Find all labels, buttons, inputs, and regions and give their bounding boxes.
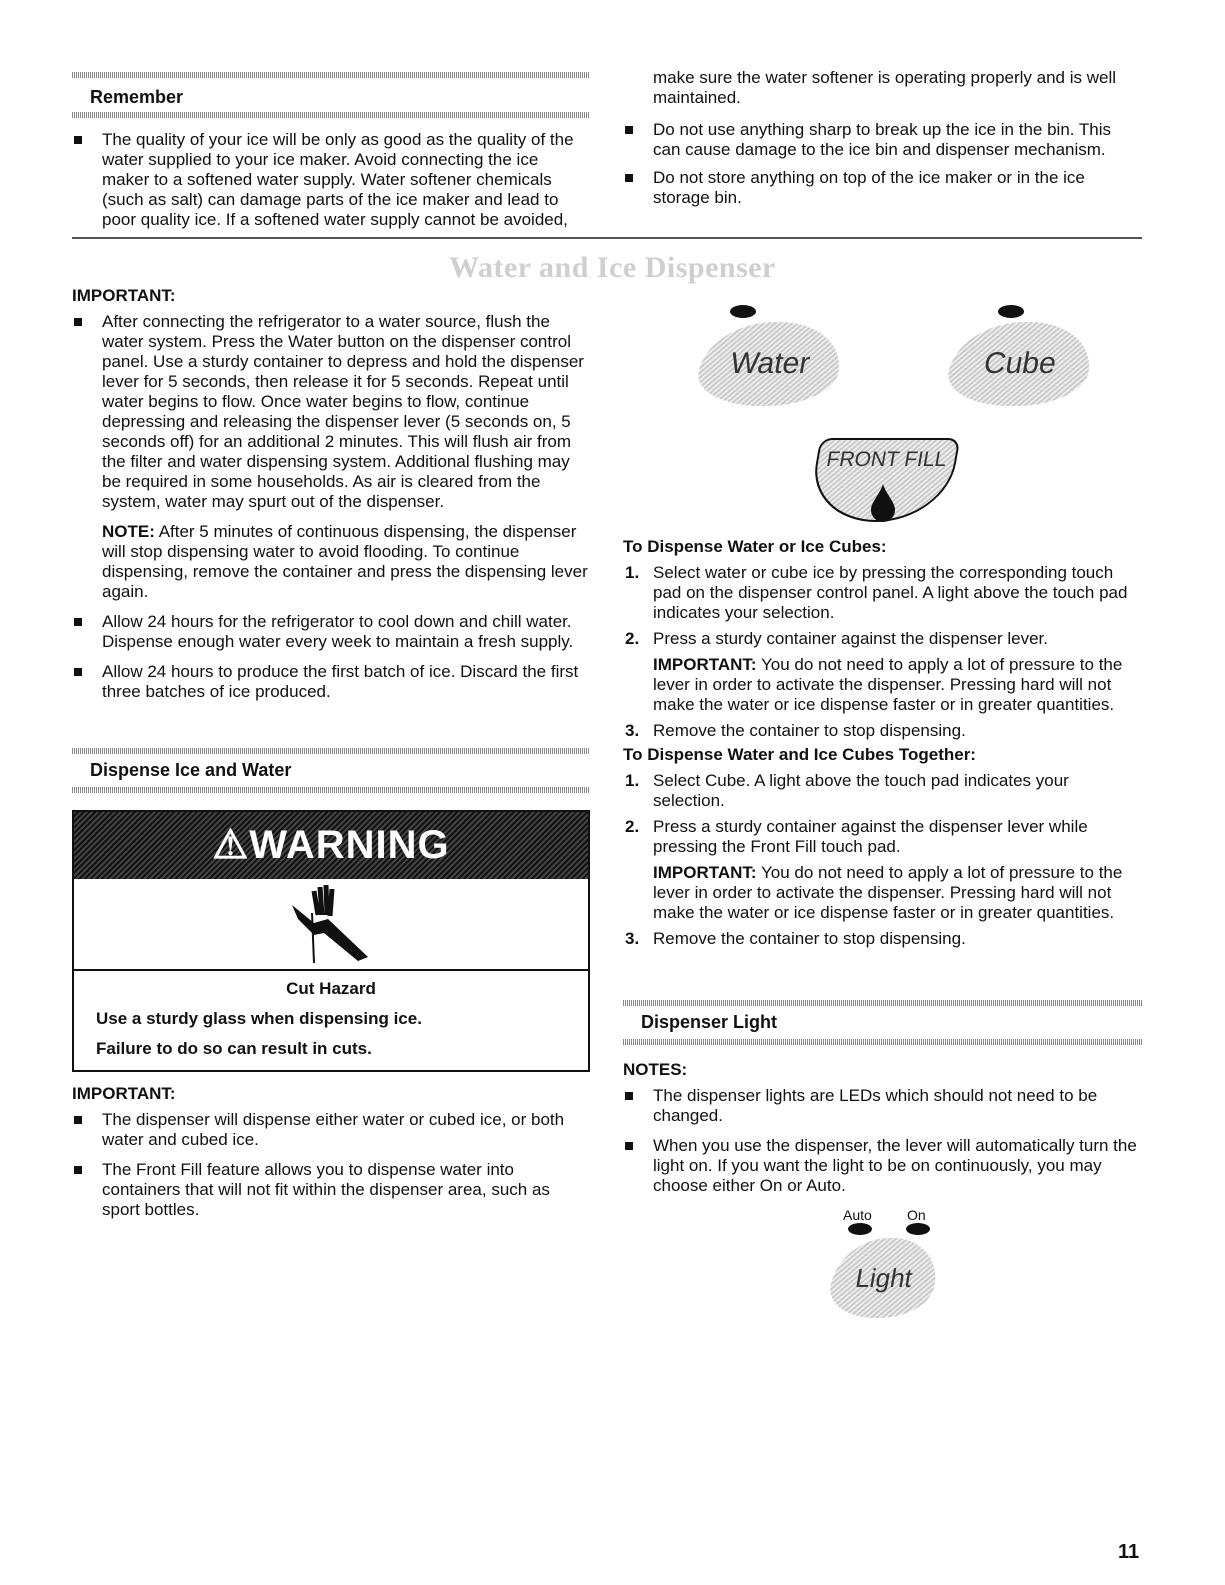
list-item: 1. Select Cube. A light above the touch pad indicates your selection. xyxy=(625,771,1069,810)
warning-triangle-icon: ⚠ xyxy=(212,823,250,867)
important-note: IMPORTANT: You do not need to apply a lot of pressure to the lever in order to activate the dispenser. Pressing hard will not make the water or ice dispense faster or in greater quantities. xyxy=(653,655,1123,714)
notes-block xyxy=(623,1060,1143,1196)
list-item: 3. Remove the container to stop dispensing. xyxy=(625,721,966,740)
remember-box xyxy=(72,72,590,230)
warning-line: Use a sturdy glass when dispensing ice. xyxy=(96,1009,422,1028)
on-led-icon xyxy=(906,1223,930,1235)
hazard-symbol-area xyxy=(74,879,588,971)
list-item: Allow 24 hours to produce the first batch of ice. Discard the first three batches of ice produced. xyxy=(72,662,592,702)
list-item: After connecting the refrigerator to a water source, flush the water system. Press the Water button on the dispenser control panel. Use a sturdy container to depress and hold the dispenser lever for 5 seconds, then release it for 5 seconds. Repeat until water begins to flow. Once water begins to flow, continue depressing and releasing the dispenser lever (5 seconds on, 5 seconds off) for an additional 2 minutes. This will flush air from the filter and water dispensing system. Additional flushing may be required in some households. As air is cleared from the system, water may spurt out of the dispenser. xyxy=(72,312,592,512)
dispense-subhead-box xyxy=(72,748,590,793)
auto-led-icon xyxy=(848,1223,872,1235)
list-item: When you use the dispenser, the lever will automatically turn the light on. If you want the light to be on continuously, you may choose either On or Auto. xyxy=(623,1136,1143,1196)
list-item: 2. Press a sturdy container against the dispenser lever. xyxy=(625,629,1048,648)
cube-led-icon xyxy=(998,305,1024,318)
list-item: Do not use anything sharp to break up the ice in the bin. This can cause damage to the ice bin and dispenser mechanism. xyxy=(623,120,1143,160)
divider xyxy=(72,787,590,793)
right-column xyxy=(623,537,1143,949)
warning-header: ⚠WARNING xyxy=(74,812,588,879)
bullet-icon xyxy=(74,136,82,144)
notes-label: NOTES: xyxy=(623,1060,688,1079)
important-label: IMPORTANT: xyxy=(72,1084,176,1103)
page-number: 11 xyxy=(1118,1541,1140,1563)
section-title: Water and Ice Dispenser xyxy=(449,251,776,284)
bullet-icon xyxy=(74,668,82,676)
left-column xyxy=(72,286,592,702)
bullet-icon xyxy=(74,1166,82,1174)
list-item: 3. Remove the container to stop dispensing. xyxy=(625,929,966,948)
paragraph: make sure the water softener is operating properly and is well maintained. xyxy=(653,68,1117,107)
list-item: The dispenser will dispense either water or cubed ice, or both water and cubed ice. xyxy=(72,1110,592,1150)
bullet-icon xyxy=(74,318,82,326)
list-item: Allow 24 hours for the refrigerator to cool down and chill water. Dispense enough water every week to maintain a fresh supply. xyxy=(72,612,592,652)
cut-hazard-icon xyxy=(284,885,374,965)
list-item: The quality of your ice will be only as good as the quality of the water supplied to your ice maker. Avoid connecting the ice maker to a softened water supply. Water softener chemicals (such as salt) can damage parts of the ice maker and lead to poor quality ice. If a softened water supply cannot be avoided, xyxy=(72,130,590,230)
cube-pad-button[interactable]: Cube xyxy=(943,322,1098,406)
bullet-icon xyxy=(74,618,82,626)
list-item: 1. Select water or cube ice by pressing the corresponding touch pad on the dispenser control panel. A light above the touch pad indicates your selection. xyxy=(625,563,1128,622)
warning-box xyxy=(72,810,590,1072)
front-fill-pad-button[interactable]: FRONT FILL xyxy=(806,438,961,522)
remember-continued xyxy=(623,68,1143,208)
divider xyxy=(72,112,590,118)
water-led-icon xyxy=(730,305,756,318)
section-rule xyxy=(72,237,1142,239)
list-item: 2. Press a sturdy container against the dispenser lever while pressing the Front Fill touch pad. xyxy=(625,817,1088,856)
important-note: IMPORTANT: You do not need to apply a lot of pressure to the lever in order to activate the dispenser. Pressing hard will not make the water or ice dispense faster or in greater quantities. xyxy=(653,863,1123,922)
warning-line: Failure to do so can result in cuts. xyxy=(96,1039,372,1058)
on-label: On xyxy=(907,1207,926,1223)
list-item: The dispenser lights are LEDs which should not need to be changed. xyxy=(623,1086,1143,1126)
dispenser-light-subhead-box xyxy=(623,1000,1143,1045)
hazard-title: Cut Hazard xyxy=(286,979,376,998)
note: NOTE: After 5 minutes of continuous dispensing, the dispenser will stop dispensing water to avoid flooding. To continue dispensing, remove the container and press the dispensing lever again. xyxy=(102,522,588,601)
note-label: NOTE: xyxy=(102,522,155,541)
bullet-icon xyxy=(74,1116,82,1124)
light-pad-button[interactable]: Light xyxy=(825,1238,943,1318)
subhead: Dispenser Light xyxy=(641,1012,778,1032)
water-drop-icon xyxy=(870,482,896,522)
instructions-heading: To Dispense Water or Ice Cubes: xyxy=(623,537,887,556)
subhead: Dispense Ice and Water xyxy=(90,760,292,780)
bullet-icon xyxy=(625,1092,633,1100)
left-column-bottom xyxy=(72,1084,592,1220)
bullet-icon xyxy=(625,174,633,182)
important-label: IMPORTANT: xyxy=(72,286,176,305)
bullet-icon xyxy=(625,126,633,134)
divider xyxy=(623,1039,1143,1045)
auto-label: Auto xyxy=(843,1207,872,1223)
list-item: Do not store anything on top of the ice maker or in the ice storage bin. xyxy=(623,168,1143,208)
remember-heading: Remember xyxy=(90,87,184,107)
instructions-heading: To Dispense Water and Ice Cubes Together: xyxy=(623,745,976,764)
list-item: The Front Fill feature allows you to dispense water into containers that will not fit within the dispenser area, such as sport bottles. xyxy=(72,1160,592,1220)
bullet-icon xyxy=(625,1142,633,1150)
water-pad-button[interactable]: Water xyxy=(693,322,848,406)
